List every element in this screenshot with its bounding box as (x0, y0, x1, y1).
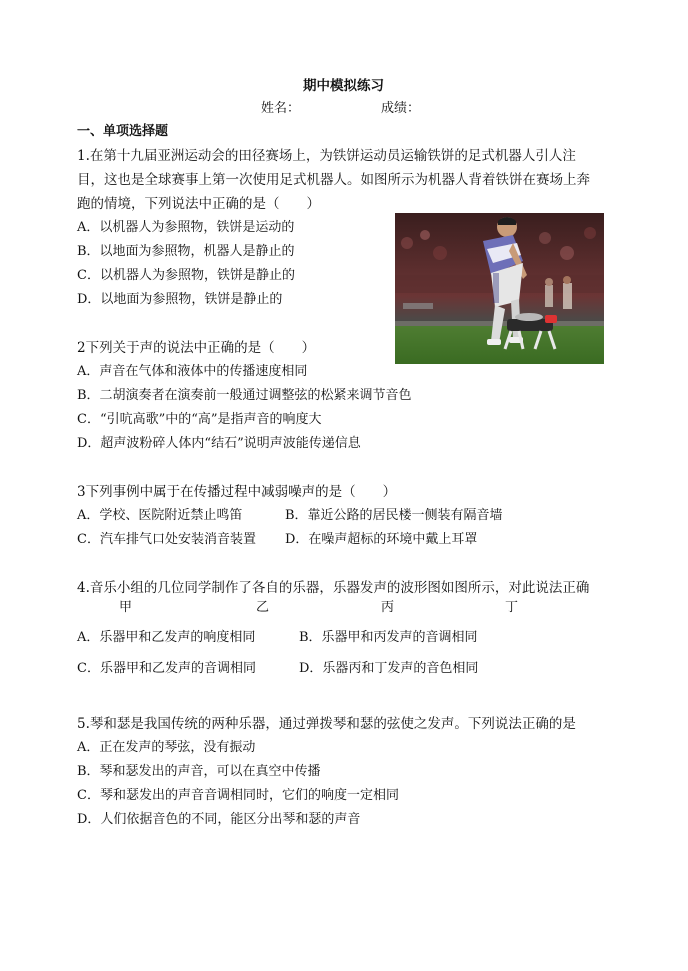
name-label: 姓名： (261, 101, 301, 116)
q4-option-d: D．乐器丙和丁发声的音色相同 (299, 661, 479, 676)
waveform-label-jia: 甲 (119, 600, 133, 615)
q3-option-c: C．汽车排气口处安装消音装置 (77, 532, 256, 547)
q2-option-d: D．超声波粉碎人体内“结石”说明声波能传递信息 (77, 436, 361, 451)
q1-option-d: D．以地面为参照物，铁饼是静止的 (77, 292, 283, 307)
q1-stem-line3: 跑的情境，下列说法中正确的是（ ） (77, 196, 320, 212)
q4-option-b: B．乐器甲和丙发声的音调相同 (299, 630, 478, 645)
waveform-label-ding: 丁 (505, 600, 519, 615)
q3-option-a: A．学校、医院附近禁止鸣笛 (77, 508, 243, 523)
q5-option-d: D．人们依据音色的不同，能区分出琴和瑟的声音 (77, 812, 361, 827)
q3-stem: 3下列事例中属于在传播过程中减弱噪声的是（ ） (77, 484, 397, 500)
section-heading: 一、单项选择题 (77, 124, 169, 139)
page-title: 期中模拟练习 (303, 78, 384, 94)
q5-option-c: C．琴和瑟发出的声音音调相同时，它们的响度一定相同 (77, 788, 399, 803)
q4-option-c: C．乐器甲和乙发声的音调相同 (77, 661, 256, 676)
q5-option-b: B．琴和瑟发出的声音，可以在真空中传播 (77, 764, 321, 779)
q5-option-a: A．正在发声的琴弦，没有振动 (77, 740, 256, 755)
q1-stem-line2: 目，这也是全球赛事上第一次使用足式机器人。如图所示为机器人背着铁饼在赛场上奔 (77, 172, 590, 188)
q1-option-c: C．以机器人为参照物，铁饼是静止的 (77, 268, 295, 283)
q1-option-a: A．以机器人为参照物，铁饼是运动的 (77, 220, 295, 235)
q1-option-b: B．以地面为参照物，机器人是静止的 (77, 244, 295, 259)
score-label: 成绩： (381, 101, 421, 116)
q3-option-b: B．靠近公路的居民楼一侧装有隔音墙 (285, 508, 503, 523)
q2-option-b: B．二胡演奏者在演奏前一般通过调整弦的松紧来调节音色 (77, 388, 412, 403)
q4-stem: 4.音乐小组的几位同学制作了各自的乐器，乐器发声的波形图如图所示，对此说法正确 (77, 580, 590, 596)
q2-option-c: C．“引吭高歌”中的“高”是指声音的响度大 (77, 412, 322, 427)
q2-stem: 2下列关于声的说法中正确的是（ ） (77, 340, 316, 356)
robot-dog-photo (395, 213, 604, 364)
q4-option-a: A．乐器甲和乙发声的响度相同 (77, 630, 256, 645)
q3-option-d: D．在噪声超标的环境中戴上耳罩 (285, 532, 478, 547)
q5-stem: 5.琴和瑟是我国传统的两种乐器，通过弹拨琴和瑟的弦使之发声。下列说法正确的是 (77, 716, 576, 732)
waveform-label-bing: 丙 (381, 600, 395, 615)
q1-stem-line1: 1.在第十九届亚洲运动会的田径赛场上，为铁饼运动员运输铁饼的足式机器人引人注 (77, 148, 576, 164)
q2-option-a: A．声音在气体和液体中的传播速度相同 (77, 364, 308, 379)
waveform-label-yi: 乙 (256, 600, 270, 615)
